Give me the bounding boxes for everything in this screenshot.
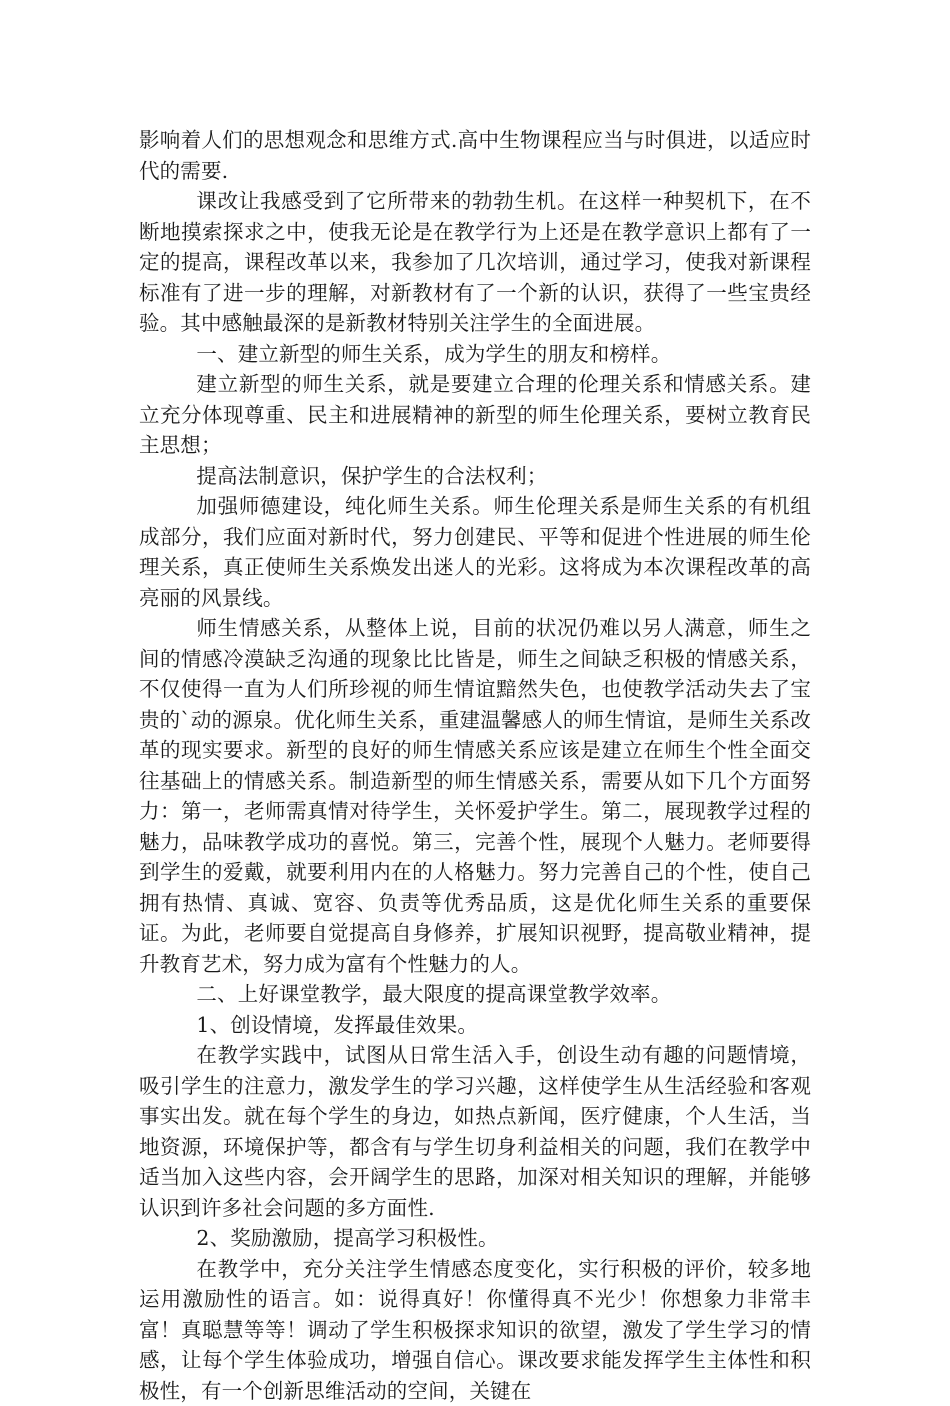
paragraph-continuation: 影响着人们的思想观念和思维方式.高中生物课程应当与时俱进，以适应时代的需要.: [139, 125, 811, 186]
section-heading-1: 一、建立新型的师生关系，成为学生的朋友和榜样。: [139, 339, 811, 370]
document-page: [139, 125, 811, 1406]
subsection-heading-2: 2、奖励激励，提高学习积极性。: [139, 1223, 811, 1254]
subsection-heading-1: 1、创设情境，发挥最佳效果。: [139, 1010, 811, 1041]
paragraph-emotional-relationship: 师生情感关系，从整体上说，目前的状况仍难以另人满意，师生之间的情感冷漠缺乏沟通的现象比比皆是，师生之间缺乏积极的情感关系，不仅使得一直为人们所珍视的师生情谊黯然失色，也使教学活动失去了宝贵的`动的源泉。优化师生关系，重建温馨感人的师生情谊，是师生关系改革的现实要求。新型的良好的师生情感关系应该是建立在师生个性全面交往基础上的情感关系。制造新型的师生情感关系，需要从如下几个方面努力：第一，老师需真情对待学生，关怀爱护学生。第二，展现教学过程的魅力，品味教学成功的喜悦。第三，完善个性，展现个人魅力。老师要得到学生的爱戴，就要利用内在的人格魅力。努力完善自己的个性，使自己拥有热情、真诚、宽容、负责等优秀品质，这是优化师生关系的重要保证。为此，老师要自觉提高自身修养，扩展知识视野，提高敬业精神，提升教育艺术，努力成为富有个性魅力的人。: [139, 613, 811, 979]
paragraph-encouragement: 在教学中，充分关注学生情感态度变化，实行积极的评价，较多地运用激励性的语言。如：说得真好！你懂得真不光少！你想象力非常丰富！真聪慧等等！调动了学生积极探求知识的欲望，激发了学生学习的情感，让每个学生体验成功，增强自信心。课改要求能发挥学生主体性和积极性，有一个创新思维活动的空间，关键在: [139, 1254, 811, 1406]
paragraph-teaching-practice: 在教学实践中，试图从日常生活入手，创设生动有趣的问题情境，吸引学生的注意力，激发学生的学习兴趣，这样使学生从生活经验和客观事实出发。就在每个学生的身边，如热点新闻，医疗健康，个人生活，当地资源，环境保护等，都含有与学生切身利益相关的问题，我们在教学中适当加入这些内容，会开阔学生的思路，加深对相关知识的理解，并能够认识到许多社会问题的多方面性.: [139, 1040, 811, 1223]
section-heading-2: 二、上好课堂教学，最大限度的提高课堂教学效率。: [139, 979, 811, 1010]
paragraph-legal-awareness: 提高法制意识，保护学生的合法权利；: [139, 461, 811, 492]
paragraph-reform-experience: 课改让我感受到了它所带来的勃勃生机。在这样一种契机下，在不断地摸索探求之中，使我无论是在教学行为上还是在教学意识上都有了一定的提高，课程改革以来，我参加了几次培训，通过学习，使我对新课程标准有了进一步的理解，对新教材有了一个新的认识，获得了一些宝贵经验。其中感触最深的是新教材特别关注学生的全面进展。: [139, 186, 811, 339]
paragraph-teacher-ethics: 加强师德建设，纯化师生关系。师生伦理关系是师生关系的有机组成部分，我们应面对新时代，努力创建民、平等和促进个性进展的师生伦理关系，真正使师生关系焕发出迷人的光彩。这将成为本次课程改革的高亮丽的风景线。: [139, 491, 811, 613]
paragraph-new-relationship: 建立新型的师生关系，就是要建立合理的伦理关系和情感关系。建立充分体现尊重、民主和进展精神的新型的师生伦理关系，要树立教育民主思想；: [139, 369, 811, 461]
